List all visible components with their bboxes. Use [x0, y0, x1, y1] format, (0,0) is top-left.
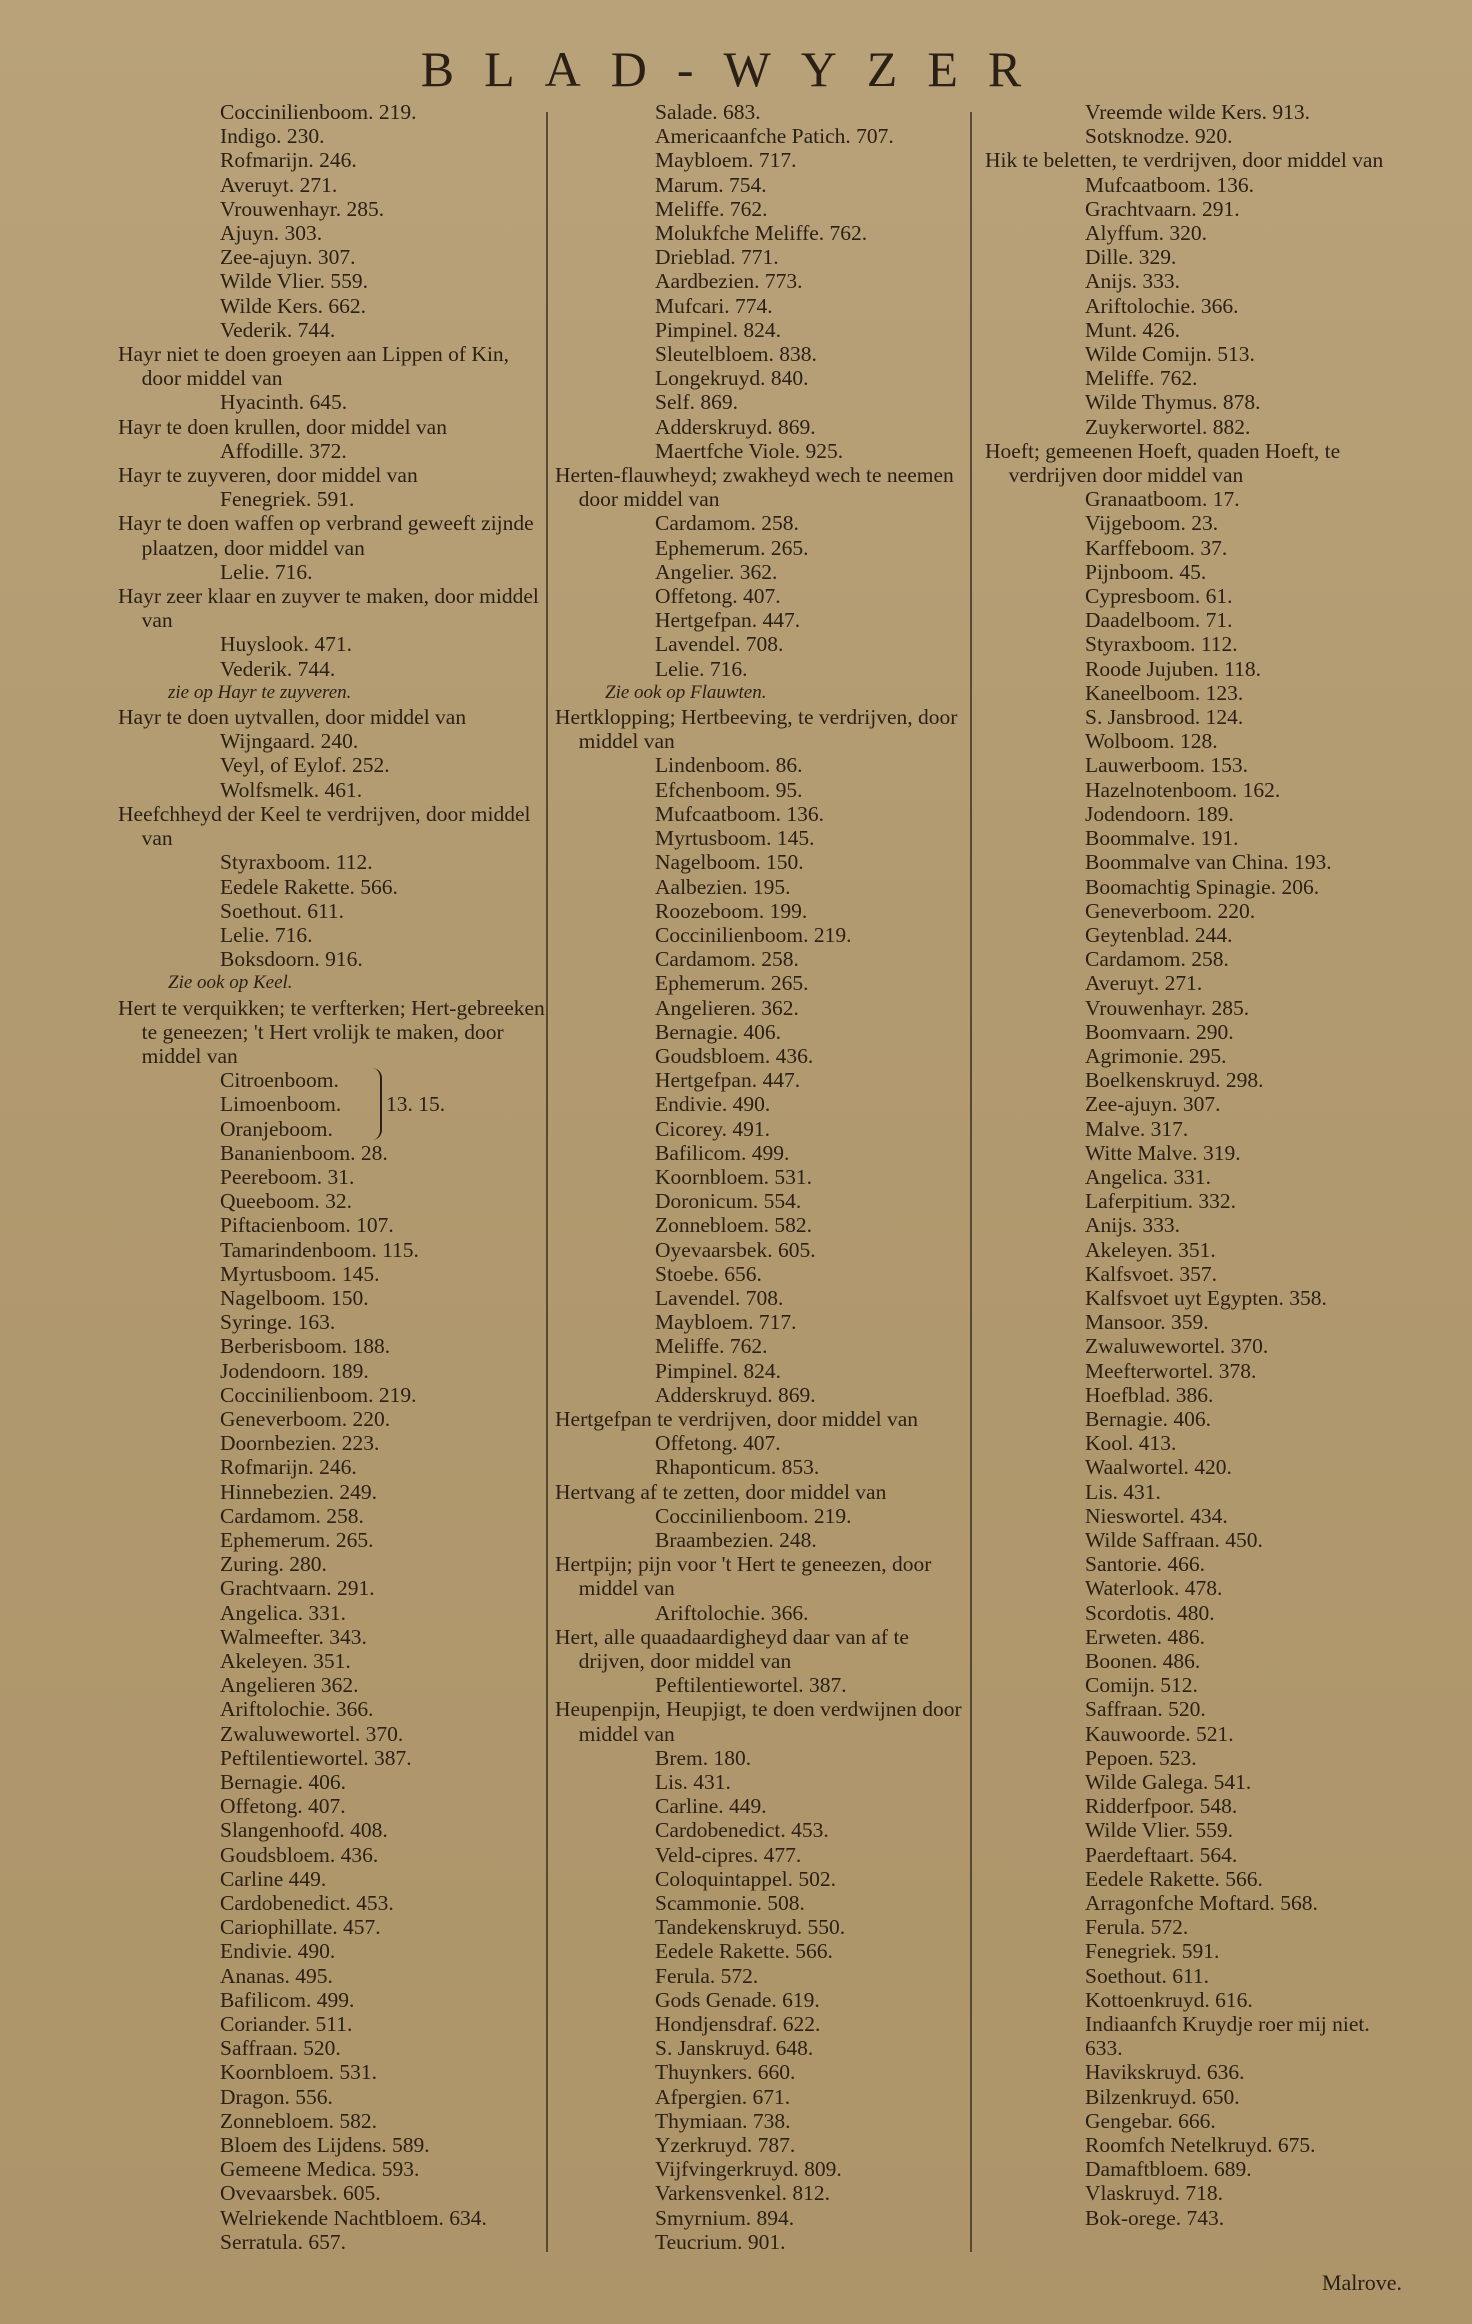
index-entry: Lis. 431. — [1085, 1479, 1161, 1504]
index-entry: Kottoenkruyd. 616. — [1085, 1987, 1253, 2012]
index-entry: Granaatboom. 17. — [1085, 487, 1240, 512]
index-entry: Berberisboom. 188. — [220, 1334, 391, 1359]
index-entry: Akeleyen. 351. — [220, 1649, 351, 1673]
index-entry: Lelie. 716. — [220, 559, 313, 584]
index-entry: Anijs. 333. — [1085, 269, 1180, 294]
index-entry: Eedele Rakette. 566. — [220, 874, 398, 899]
index-heading: Hertpijn; pijn voor 't Hert te geneezen, door middel van — [555, 1552, 932, 1601]
index-heading: Heupenpijn, Heupjigt, te doen verdwijnen door middel van — [555, 1697, 962, 1746]
index-entry: Maybloem. 717. — [655, 148, 797, 173]
index-entry: Bilzenkruyd. 650. — [1085, 2084, 1240, 2109]
index-entry: Braambezien. 248. — [655, 1527, 817, 1552]
index-entry: Ananas. 495. — [220, 1963, 333, 1988]
index-entry: Koornbloem. 531. — [220, 2060, 378, 2085]
index-entry: Angelica. 331. — [220, 1600, 346, 1625]
index-entry: Zwaluwewortel. 370. — [220, 1721, 404, 1746]
index-entry: Meefterwortel. 378. — [1085, 1358, 1257, 1383]
index-entry: Syringe. 163. — [220, 1310, 336, 1335]
index-entry: Offetong. 407. — [655, 1431, 781, 1456]
index-entry: Eedele Rakette. 566. — [655, 1939, 833, 1964]
index-entry: Vijgeboom. 23. — [1085, 511, 1219, 536]
index-entry: 633. — [1085, 2036, 1123, 2061]
index-entry: Eedele Rakette. 566. — [1085, 1866, 1263, 1891]
index-entry: Lelie. 716. — [655, 656, 748, 681]
index-entry: Mansoor. 359. — [1085, 1310, 1209, 1335]
index-entry: Koornbloem. 531. — [655, 1164, 813, 1189]
index-entry: Pepoen. 523. — [1085, 1745, 1197, 1770]
index-entry: Karffeboom. 37. — [1085, 535, 1228, 560]
index-entry: Sotsknodze. 920. — [1085, 124, 1233, 149]
index-entry: Endivie. 490. — [220, 1939, 336, 1964]
index-entry: Zonnebloem. 582. — [220, 2108, 378, 2133]
index-entry: Dille. 329. — [1085, 245, 1177, 270]
index-entry: Ariftolochie. 366. — [1085, 293, 1239, 318]
index-heading: Hayr te doen krullen, door middel van — [118, 414, 447, 439]
index-entry: Zonnebloem. 582. — [655, 1213, 813, 1238]
index-entry: Ephemerum. 265. — [220, 1527, 374, 1552]
index-heading: Hertklopping; Hertbeeving, te verdrijven, door middel van — [555, 705, 958, 754]
index-entry: Anijs. 333. — [1085, 1213, 1180, 1238]
index-entry: Self. 869. — [655, 390, 739, 415]
index-entry: Veld-cipres. 477. — [655, 1842, 802, 1867]
index-entry: Kaneelboom. 123. — [1085, 680, 1244, 705]
index-entry: S. Jansbrood. 124. — [1085, 705, 1244, 730]
index-entry: Endivie. 490. — [655, 1092, 771, 1117]
index-entry: Meliffe. 762. — [655, 1334, 768, 1359]
index-entry: Adderskruyd. 869. — [655, 1382, 816, 1407]
index-entry: Affodille. 372. — [220, 438, 347, 463]
index-entry: Wilde Galega. 541. — [1085, 1770, 1252, 1795]
index-entry: Ephemerum. 265. — [655, 971, 809, 996]
index-entry: Welriekende Nachtbloem. 634. — [220, 2205, 487, 2230]
index-entry: Indiaanfch Kruydje roer mij niet. — [1085, 2012, 1370, 2037]
index-entry: Doronicum. 554. — [655, 1189, 802, 1214]
index-entry: Waalwortel. 420. — [1085, 1455, 1232, 1480]
index-heading: Hayr te doen uytvallen, door middel van — [118, 705, 467, 730]
index-entry: Wilde Kers. 662. — [220, 293, 367, 318]
index-entry: Jodendoorn. 189. — [1085, 801, 1234, 826]
index-entry: Gengebar. 666. — [1085, 2108, 1216, 2133]
index-entry: Drieblad. 771. — [655, 245, 779, 270]
index-entry: Meliffe. 762. — [655, 196, 768, 221]
index-entry: Pijnboom. 45. — [1085, 559, 1207, 584]
index-entry: Soethout. 611. — [1085, 1963, 1210, 1988]
see-also-note: zie op Hayr te zuyveren. — [168, 681, 352, 703]
index-entry: Boksdoorn. 916. — [220, 947, 363, 972]
index-entry: Mufcaatboom. 136. — [1085, 172, 1254, 197]
index-entry: Thymiaan. 738. — [655, 2108, 791, 2133]
index-entry: Boommalve. 191. — [1085, 826, 1239, 851]
index-entry: Maertfche Viole. 925. — [655, 438, 844, 463]
index-entry: Cardamom. 258. — [220, 1503, 364, 1528]
index-entry: Nagelboom. 150. — [220, 1285, 369, 1310]
index-entry: Goudsbloem. 436. — [655, 1043, 814, 1068]
index-entry: Cardamom. 258. — [655, 511, 799, 536]
index-entry: Zuring. 280. — [220, 1552, 327, 1577]
index-entry: Hondjensdraf. 622. — [655, 2012, 821, 2037]
index-entry: Bernagie. 406. — [1085, 1406, 1211, 1431]
index-entry: Cardobenedict. 453. — [220, 1891, 394, 1916]
index-entry: Lelie. 716. — [220, 922, 313, 947]
index-entry: Wilde Thymus. 878. — [1085, 390, 1261, 415]
index-entry: Piftacienboom. 107. — [220, 1213, 394, 1238]
index-entry: Fenegriek. 591. — [220, 487, 355, 512]
index-entry: Gods Genade. 619. — [655, 1987, 820, 2012]
index-entry: Gemeene Medica. 593. — [220, 2157, 420, 2182]
index-entry: Pimpinel. 824. — [655, 1358, 782, 1383]
index-entry: Roozeboom. 199. — [655, 898, 808, 923]
index-entry: Queeboom. 32. — [220, 1189, 352, 1214]
index-entry: Cypresboom. 61. — [1085, 584, 1233, 609]
index-entry: Marum. 754. — [655, 172, 767, 197]
index-entry: Lindenboom. 86. — [655, 753, 803, 778]
index-entry: Adderskruyd. 869. — [655, 414, 816, 439]
index-entry: Santorie. 466. — [1085, 1552, 1206, 1577]
index-heading: Hayr te doen waffen op verbrand geweeft zijnde plaatzen, door middel van — [118, 511, 534, 560]
index-entry: Tamarindenboom. 115. — [220, 1237, 419, 1262]
index-entry: Mufcaatboom. 136. — [655, 801, 824, 826]
index-entry: Zuykerwortel. 882. — [1085, 414, 1251, 439]
index-entry: Witte Malve. 319. — [1085, 1140, 1241, 1165]
index-entry: Serratula. 657. — [220, 2229, 346, 2254]
index-entry: Grachtvaarn. 291. — [1085, 196, 1240, 221]
index-entry: Coccinilienboom. 219. — [655, 922, 852, 947]
index-entry: Boomachtig Spinagie. 206. — [1085, 874, 1320, 899]
index-entry: Cardamom. 258. — [1085, 947, 1229, 972]
index-entry: Bloem des Lijdens. 589. — [220, 2133, 430, 2158]
index-entry: Hoefblad. 386. — [1085, 1382, 1214, 1407]
index-entry: Coccinilienboom. 219. — [655, 1503, 852, 1528]
index-entry: Paerdeftaart. 564. — [1085, 1842, 1238, 1867]
index-entry: Meliffe. 762. — [1085, 366, 1198, 391]
index-entry: Goudsbloem. 436. — [220, 1842, 379, 1867]
index-entry: S. Janskruyd. 648. — [655, 2036, 814, 2061]
index-entry: Styraxboom. 112. — [220, 850, 373, 875]
index-entry: Smyrnium. 894. — [655, 2205, 795, 2230]
index-entry: Huyslook. 471. — [220, 632, 352, 657]
index-entry: Ferula. 572. — [1085, 1915, 1189, 1940]
index-entry: Ovevaarsbek. 605. — [220, 2181, 381, 2206]
index-entry: Angelieren 362. — [220, 1673, 359, 1698]
index-entry: Alyffum. 320. — [1085, 221, 1208, 246]
index-entry: Agrimonie. 295. — [1085, 1043, 1227, 1068]
index-entry: Cicorey. 491. — [655, 1116, 771, 1141]
index-entry: Cardobenedict. 453. — [655, 1818, 829, 1843]
index-entry: Nieswortel. 434. — [1085, 1503, 1228, 1528]
index-entry: Limoenboom. — [220, 1092, 342, 1117]
index-entry: Ariftolochie. 366. — [220, 1697, 374, 1722]
index-entry: Roode Jujuben. 118. — [1085, 656, 1261, 681]
index-entry: Arragonfche Moftard. 568. — [1085, 1891, 1318, 1916]
index-entry: Bok-orege. 743. — [1085, 2205, 1225, 2230]
index-entry: Damaftbloem. 689. — [1085, 2157, 1252, 2182]
index-entry: Angelieren. 362. — [655, 995, 799, 1020]
index-entry: Styraxboom. 112. — [1085, 632, 1238, 657]
see-also-note: Zie ook op Keel. — [168, 972, 293, 994]
index-entry: Wolboom. 128. — [1085, 729, 1218, 754]
index-entry: Bananienboom. 28. — [220, 1140, 388, 1165]
index-entry: Boomvaarn. 290. — [1085, 1019, 1234, 1044]
index-entry: Saffraan. 520. — [1085, 1697, 1206, 1722]
index-entry: Varkensvenkel. 812. — [655, 2181, 830, 2206]
index-entry: Hazelnotenboom. 162. — [1085, 777, 1281, 802]
index-entry: Rofmarijn. 246. — [220, 148, 357, 173]
index-entry: Coccinilienboom. 219. — [220, 100, 417, 124]
index-entry: Coriander. 511. — [220, 2012, 353, 2037]
index-entry: Boonen. 486. — [1085, 1649, 1201, 1673]
index-entry: Rofmarijn. 246. — [220, 1455, 357, 1480]
index-entry: Akeleyen. 351. — [1085, 1237, 1216, 1262]
index-heading: Hertvang af te zetten, door middel van — [555, 1479, 887, 1504]
index-entry: Kalfsvoet. 357. — [1085, 1261, 1217, 1286]
index-entry: Slangenhoofd. 408. — [220, 1818, 388, 1843]
index-entry: Wilde Comijn. 513. — [1085, 342, 1255, 367]
index-entry: Hyacinth. 645. — [220, 390, 348, 415]
index-entry: Longekruyd. 840. — [655, 366, 809, 391]
index-entry: Wilde Saffraan. 450. — [1085, 1527, 1263, 1552]
index-entry: Boommalve van China. 193. — [1085, 850, 1332, 875]
index-heading: Hayr zeer klaar en zuyver te maken, door middel van — [118, 584, 539, 633]
index-entry: Soethout. 611. — [220, 898, 345, 923]
index-entry: Doornbezien. 223. — [220, 1431, 380, 1456]
index-entry: Peftilentiewortel. 387. — [655, 1673, 847, 1698]
index-heading: Hoeft; gemeenen Hoeft, quaden Hoeft, te verdrijven door middel van — [985, 438, 1341, 488]
bracket-group — [118, 1068, 548, 1141]
index-entry: Lis. 431. — [655, 1770, 731, 1795]
index-entry: Angelica. 331. — [1085, 1164, 1211, 1189]
index-entry: Cardamom. 258. — [655, 947, 799, 972]
index-entry: Lavendel. 708. — [655, 632, 784, 657]
index-entry: Lavendel. 708. — [655, 1285, 784, 1310]
index-heading: Hertgefpan te verdrijven, door middel van — [555, 1406, 918, 1431]
index-entry: Lauwerboom. 153. — [1085, 753, 1249, 778]
index-entry: Malve. 317. — [1085, 1116, 1189, 1141]
index-entry: Cariophillate. 457. — [220, 1915, 381, 1940]
index-entry: Scordotis. 480. — [1085, 1600, 1215, 1625]
index-entry: Saffraan. 520. — [220, 2036, 341, 2061]
index-entry: Molukfche Meliffe. 762. — [655, 221, 868, 246]
index-entry: Walmeefter. 343. — [220, 1624, 367, 1649]
index-entry: Vijfvingerkruyd. 809. — [655, 2157, 842, 2182]
index-heading: Hayr niet te doen groeyen aan Lippen of Kin, door middel van — [118, 342, 510, 391]
index-entry: Wilde Vlier. 559. — [1085, 1818, 1234, 1843]
index-entry: Wolfsmelk. 461. — [220, 777, 363, 802]
index-entry: Waterlook. 478. — [1085, 1576, 1223, 1601]
index-column-3 — [985, 100, 1405, 2230]
index-entry: Ridderfpoor. 548. — [1085, 1794, 1238, 1819]
index-entry: Aalbezien. 195. — [655, 874, 791, 899]
index-entry: Salade. 683. — [655, 100, 761, 124]
index-entry: Wijngaard. 240. — [220, 729, 359, 754]
index-entry: Ariftolochie. 366. — [655, 1600, 809, 1625]
index-entry: Rhaponticum. 853. — [655, 1455, 820, 1480]
index-entry: Aardbezien. 773. — [655, 269, 803, 294]
index-entry: Wilde Vlier. 559. — [220, 269, 369, 294]
index-entry: Ferula. 572. — [655, 1963, 759, 1988]
index-entry: Hertgefpan. 447. — [655, 1068, 801, 1093]
index-entry: Vederik. 744. — [220, 656, 336, 681]
index-entry: Kauwoorde. 521. — [1085, 1721, 1234, 1746]
index-entry: Zwaluwewortel. 370. — [1085, 1334, 1269, 1359]
index-entry: Bernagie. 406. — [655, 1019, 781, 1044]
index-entry: Averuyt. 271. — [1085, 971, 1203, 996]
index-entry: Oyevaarsbek. 605. — [655, 1237, 816, 1262]
index-entry: Bafilicom. 499. — [220, 1987, 355, 2012]
index-entry: Carline. 449. — [655, 1794, 767, 1819]
index-entry: Indigo. 230. — [220, 124, 325, 149]
index-entry: Tandekenskruyd. 550. — [655, 1915, 846, 1940]
index-entry: Sleutelbloem. 838. — [655, 342, 817, 367]
index-entry: Daadelboom. 71. — [1085, 608, 1233, 633]
index-entry: Bafilicom. 499. — [655, 1140, 790, 1165]
index-entry: Vrouwenhayr. 285. — [220, 196, 385, 221]
index-entry: Hertgefpan. 447. — [655, 608, 801, 633]
index-entry: Geytenblad. 244. — [1085, 922, 1233, 947]
index-entry: Maybloem. 717. — [655, 1310, 797, 1335]
index-entry: Grachtvaarn. 291. — [220, 1576, 375, 1601]
index-entry: Offetong. 407. — [655, 584, 781, 609]
index-entry: Vrouwenhayr. 285. — [1085, 995, 1250, 1020]
index-entry: Comijn. 512. — [1085, 1673, 1198, 1698]
index-entry: Bernagie. 406. — [220, 1770, 346, 1795]
index-entry: Ephemerum. 265. — [655, 535, 809, 560]
index-entry: Pimpinel. 824. — [655, 317, 782, 342]
index-entry: Thuynkers. 660. — [655, 2060, 796, 2085]
index-heading: Hert, alle quaadaardigheyd daar van af te drijven, door middel van — [555, 1624, 909, 1673]
index-entry: Carline 449. — [220, 1866, 327, 1891]
index-entry: Angelier. 362. — [655, 559, 778, 584]
index-entry: Afpergien. 671. — [655, 2084, 791, 2109]
index-entry: Myrtusboom. 145. — [220, 1261, 380, 1286]
index-entry: Munt. 426. — [1085, 317, 1180, 342]
index-entry: Dragon. 556. — [220, 2084, 333, 2109]
index-entry: Havikskruyd. 636. — [1085, 2060, 1245, 2085]
index-entry: Kalfsvoet uyt Egypten. 358. — [1085, 1285, 1327, 1310]
index-heading: Hayr te zuyveren, door middel van — [118, 463, 418, 488]
index-entry: Coccinilienboom. 219. — [220, 1382, 417, 1407]
index-entry: Yzerkruyd. 787. — [655, 2133, 796, 2158]
index-entry: Boelkenskruyd. 298. — [1085, 1068, 1264, 1093]
index-entry: Offetong. 407. — [220, 1794, 346, 1819]
index-heading: Hert te verquikken; te verfterken; Hert-gebreeken te geneezen; 't Hert vrolijk te maken, door middel van — [118, 995, 545, 1068]
index-entry: Oranjeboom. — [220, 1116, 333, 1141]
index-heading: Herten-flauwheyd; zwakheyd wech te neemen door middel van — [555, 463, 954, 512]
bracket-page-ref: 13. 15. — [386, 1092, 446, 1117]
index-entry: Laferpitium. 332. — [1085, 1189, 1237, 1214]
index-entry: Citroenboom. — [220, 1068, 339, 1093]
index-entry: Ajuyn. 303. — [220, 221, 323, 246]
index-entry: Averuyt. 271. — [220, 172, 338, 197]
index-entry: Vlaskruyd. 718. — [1085, 2181, 1223, 2206]
index-entry: Hinnebezien. 249. — [220, 1479, 378, 1504]
index-entry: Kool. 413. — [1085, 1431, 1177, 1456]
index-entry: Vreemde wilde Kers. 913. — [1085, 100, 1310, 124]
index-entry: Scammonie. 508. — [655, 1891, 805, 1916]
index-entry: Brem. 180. — [655, 1745, 752, 1770]
index-entry: Nagelboom. 150. — [655, 850, 804, 875]
index-entry: Zee-ajuyn. 307. — [220, 245, 356, 270]
index-entry: Roomfch Netelkruyd. 675. — [1085, 2133, 1316, 2158]
brace-mark — [368, 1068, 382, 1140]
index-entry: Zee-ajuyn. 307. — [1085, 1092, 1221, 1117]
index-entry: Fenegriek. 591. — [1085, 1939, 1220, 1964]
index-entry: Efchenboom. 95. — [655, 777, 803, 802]
index-entry: Vederik. 744. — [220, 317, 336, 342]
index-entry: Stoebe. 656. — [655, 1261, 762, 1286]
index-column-2 — [555, 100, 980, 2254]
index-entry: Coloquintappel. 502. — [655, 1866, 836, 1891]
index-entry: Geneverboom. 220. — [220, 1406, 391, 1431]
index-entry: Veyl, of Eylof. 252. — [220, 753, 390, 778]
index-entry: Teucrium. 901. — [655, 2229, 786, 2254]
index-entry: Myrtusboom. 145. — [655, 826, 815, 851]
index-heading: Hik te beletten, te verdrijven, door middel van — [985, 148, 1384, 173]
catchword: Malrove. — [1321, 2270, 1402, 2295]
index-entry: Peftilentiewortel. 387. — [220, 1745, 412, 1770]
index-entry: Mufcari. 774. — [655, 293, 773, 318]
index-heading: Heefchheyd der Keel te verdrijven, door middel van — [118, 801, 531, 851]
index-entry: Geneverboom. 220. — [1085, 898, 1256, 923]
see-also-note: Zie ook op Flauwten. — [605, 681, 767, 703]
index-entry: Americaanfche Patich. 707. — [655, 124, 894, 149]
index-entry: Peereboom. 31. — [220, 1164, 355, 1189]
index-column-1 — [118, 100, 548, 2254]
index-entry: Jodendoorn. 189. — [220, 1358, 369, 1383]
index-entry: Erweten. 486. — [1085, 1624, 1206, 1649]
page-title: BLAD-WYZER — [420, 41, 1052, 97]
